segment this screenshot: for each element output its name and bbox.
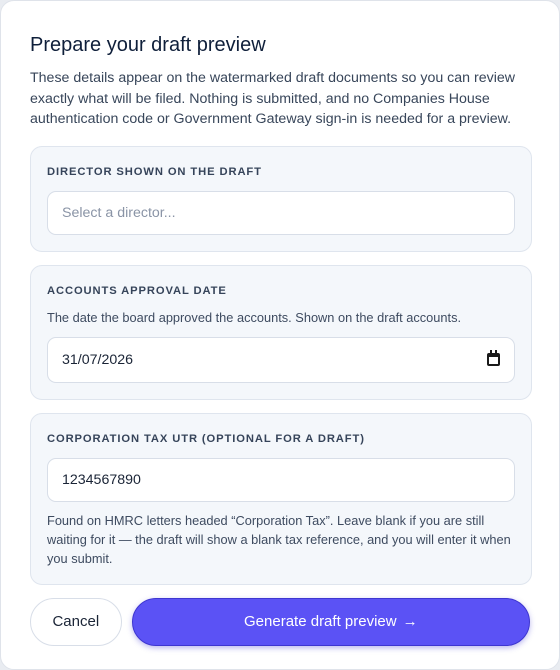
utr-input[interactable] — [47, 458, 515, 502]
director-placeholder: Select a director... — [62, 204, 176, 221]
approval-date-value: 31/07/2026 — [62, 351, 134, 368]
approval-date-label: ACCOUNTS APPROVAL DATE — [47, 284, 227, 297]
approval-date-input[interactable] — [47, 337, 515, 383]
director-label: DIRECTOR SHOWN ON THE DRAFT — [47, 165, 262, 178]
utr-value: 1234567890 — [62, 471, 141, 488]
cancel-button-label: Cancel — [52, 613, 100, 630]
approval-date-section — [30, 265, 532, 400]
director-select[interactable] — [47, 191, 515, 235]
utr-note: Found on HMRC letters headed “Corporation Tax”. Leave blank if you are still waiting for it — the draft will show a blank tax reference, and you will enter it when you submit. — [47, 512, 511, 566]
utr-label: CORPORATION TAX UTR (OPTIONAL FOR A DRAFT) — [47, 432, 365, 445]
dialog-actions — [30, 598, 530, 646]
dialog-title: Prepare your draft preview — [30, 34, 266, 56]
generate-button-label: Generate draft preview — [244, 613, 397, 630]
generate-draft-preview-button[interactable] — [132, 598, 530, 646]
cancel-button[interactable] — [30, 598, 122, 646]
dialog-intro: These details appear on the watermarked draft documents so you can review exactly what will be filed. Nothing is submitted, and no Companies House authentication code or Government Gateway sign-in is needed for a preview. — [30, 70, 516, 127]
utr-section — [30, 413, 532, 585]
calendar-icon[interactable] — [487, 353, 500, 366]
arrow-right-icon: → — [402, 613, 418, 630]
approval-date-help: The date the board approved the accounts. Shown on the draft accounts. — [47, 309, 462, 325]
director-section — [30, 146, 532, 252]
